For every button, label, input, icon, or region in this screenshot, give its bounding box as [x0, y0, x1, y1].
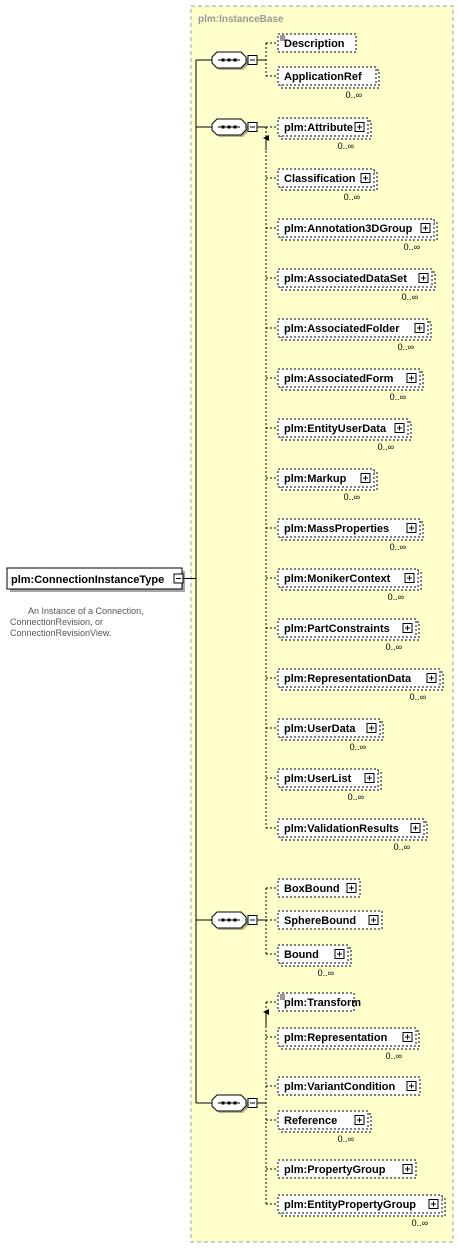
instance-base-label: plm:InstanceBase [198, 14, 284, 25]
schema-element[interactable] [278, 34, 356, 52]
cardinality-label: 0..∞ [347, 792, 364, 802]
cardinality-label: 0..∞ [317, 968, 334, 978]
cardinality-label: 0..∞ [393, 842, 410, 852]
element-label: plm:Transform [284, 997, 362, 1009]
element-label: plm:UserList [284, 773, 352, 785]
expand-icon[interactable] [335, 950, 344, 959]
expand-icon[interactable] [407, 524, 416, 533]
expand-icon[interactable] [355, 123, 364, 132]
element-label: plm:UserData [284, 723, 356, 735]
element-label: plm:EntityPropertyGroup [284, 1199, 417, 1211]
expand-icon[interactable] [361, 474, 370, 483]
cardinality-label: 0..∞ [349, 742, 366, 752]
expand-icon[interactable] [415, 324, 424, 333]
expand-icon[interactable] [403, 1165, 412, 1174]
expand-icon[interactable] [361, 174, 370, 183]
cardinality-label: 0..∞ [387, 592, 404, 602]
expand-icon[interactable] [411, 824, 420, 833]
element-label: plm:PropertyGroup [284, 1164, 386, 1176]
element-label: plm:Annotation3DGroup [284, 223, 413, 235]
element-label: plm:PartConstraints [284, 623, 390, 635]
root-annotation [10, 606, 144, 638]
schema-element[interactable] [278, 993, 361, 1011]
root-element-label: plm:ConnectionInstanceType [11, 574, 165, 586]
collapse-icon[interactable] [248, 1099, 257, 1108]
expand-icon[interactable] [407, 1082, 416, 1091]
cardinality-label: 0..∞ [377, 442, 394, 452]
cardinality-label: 0..∞ [403, 242, 420, 252]
svg-text:An Instance of a Connection,: An Instance of a Connection, [28, 606, 144, 616]
element-label: plm:VariantCondition [284, 1081, 396, 1093]
expand-icon[interactable] [367, 724, 376, 733]
element-label: plm:ValidationResults [284, 823, 399, 835]
cardinality-label: 0..∞ [337, 141, 354, 151]
cardinality-label: 0..∞ [397, 342, 414, 352]
expand-icon[interactable] [395, 424, 404, 433]
element-label: plm:Markup [284, 473, 347, 485]
element-label: plm:Attribute [284, 122, 354, 134]
schema-element[interactable] [278, 1160, 416, 1178]
expand-icon[interactable] [421, 224, 430, 233]
cardinality-label: 0..∞ [337, 1134, 354, 1144]
expand-icon[interactable] [419, 274, 428, 283]
cardinality-label: 0..∞ [401, 292, 418, 302]
cardinality-label: 0..∞ [343, 192, 360, 202]
expand-icon[interactable] [427, 674, 436, 683]
root-element[interactable] [7, 568, 185, 592]
element-label: plm:MonikerContext [284, 573, 391, 585]
element-label: plm:AssociatedFolder [284, 323, 400, 335]
element-label: Bound [284, 949, 319, 961]
element-label: ApplicationRef [284, 71, 362, 83]
expand-icon[interactable] [407, 374, 416, 383]
svg-text:ConnectionRevision, or: ConnectionRevision, or [10, 617, 104, 627]
element-label: plm:EntityUserData [284, 423, 387, 435]
cardinality-label: 0..∞ [409, 692, 426, 702]
expand-icon[interactable] [403, 1033, 412, 1042]
collapse-icon[interactable] [248, 916, 257, 925]
element-label: plm:AssociatedForm [284, 373, 394, 385]
schema-element[interactable] [278, 879, 360, 897]
svg-text:ConnectionRevisionView.: ConnectionRevisionView. [10, 628, 112, 638]
expand-icon[interactable] [429, 1200, 438, 1209]
element-label: Description [284, 38, 345, 50]
element-label: BoxBound [284, 883, 340, 895]
expand-icon[interactable] [355, 1116, 364, 1125]
expand-icon[interactable] [347, 884, 356, 893]
element-label: Reference [284, 1115, 338, 1127]
cardinality-label: 0..∞ [389, 392, 406, 402]
expand-icon[interactable] [369, 916, 378, 925]
cardinality-label: 0..∞ [345, 90, 362, 100]
cardinality-label: 0..∞ [411, 1218, 428, 1228]
cardinality-label: 0..∞ [385, 642, 402, 652]
schema-element[interactable] [278, 911, 382, 929]
schema-element[interactable] [278, 1077, 420, 1095]
element-label: Classification [284, 173, 356, 185]
element-label: plm:Representation [284, 1032, 388, 1044]
collapse-icon[interactable] [248, 56, 257, 65]
element-label: plm:MassProperties [284, 523, 390, 535]
element-label: plm:AssociatedDataSet [284, 273, 407, 285]
expand-icon[interactable] [365, 774, 374, 783]
element-label: SphereBound [284, 915, 357, 927]
element-label: plm:RepresentationData [284, 673, 412, 685]
collapse-icon[interactable] [248, 123, 257, 132]
expand-icon[interactable] [403, 624, 412, 633]
cardinality-label: 0..∞ [389, 542, 406, 552]
cardinality-label: 0..∞ [385, 1051, 402, 1061]
cardinality-label: 0..∞ [343, 492, 360, 502]
expand-icon[interactable] [405, 574, 414, 583]
